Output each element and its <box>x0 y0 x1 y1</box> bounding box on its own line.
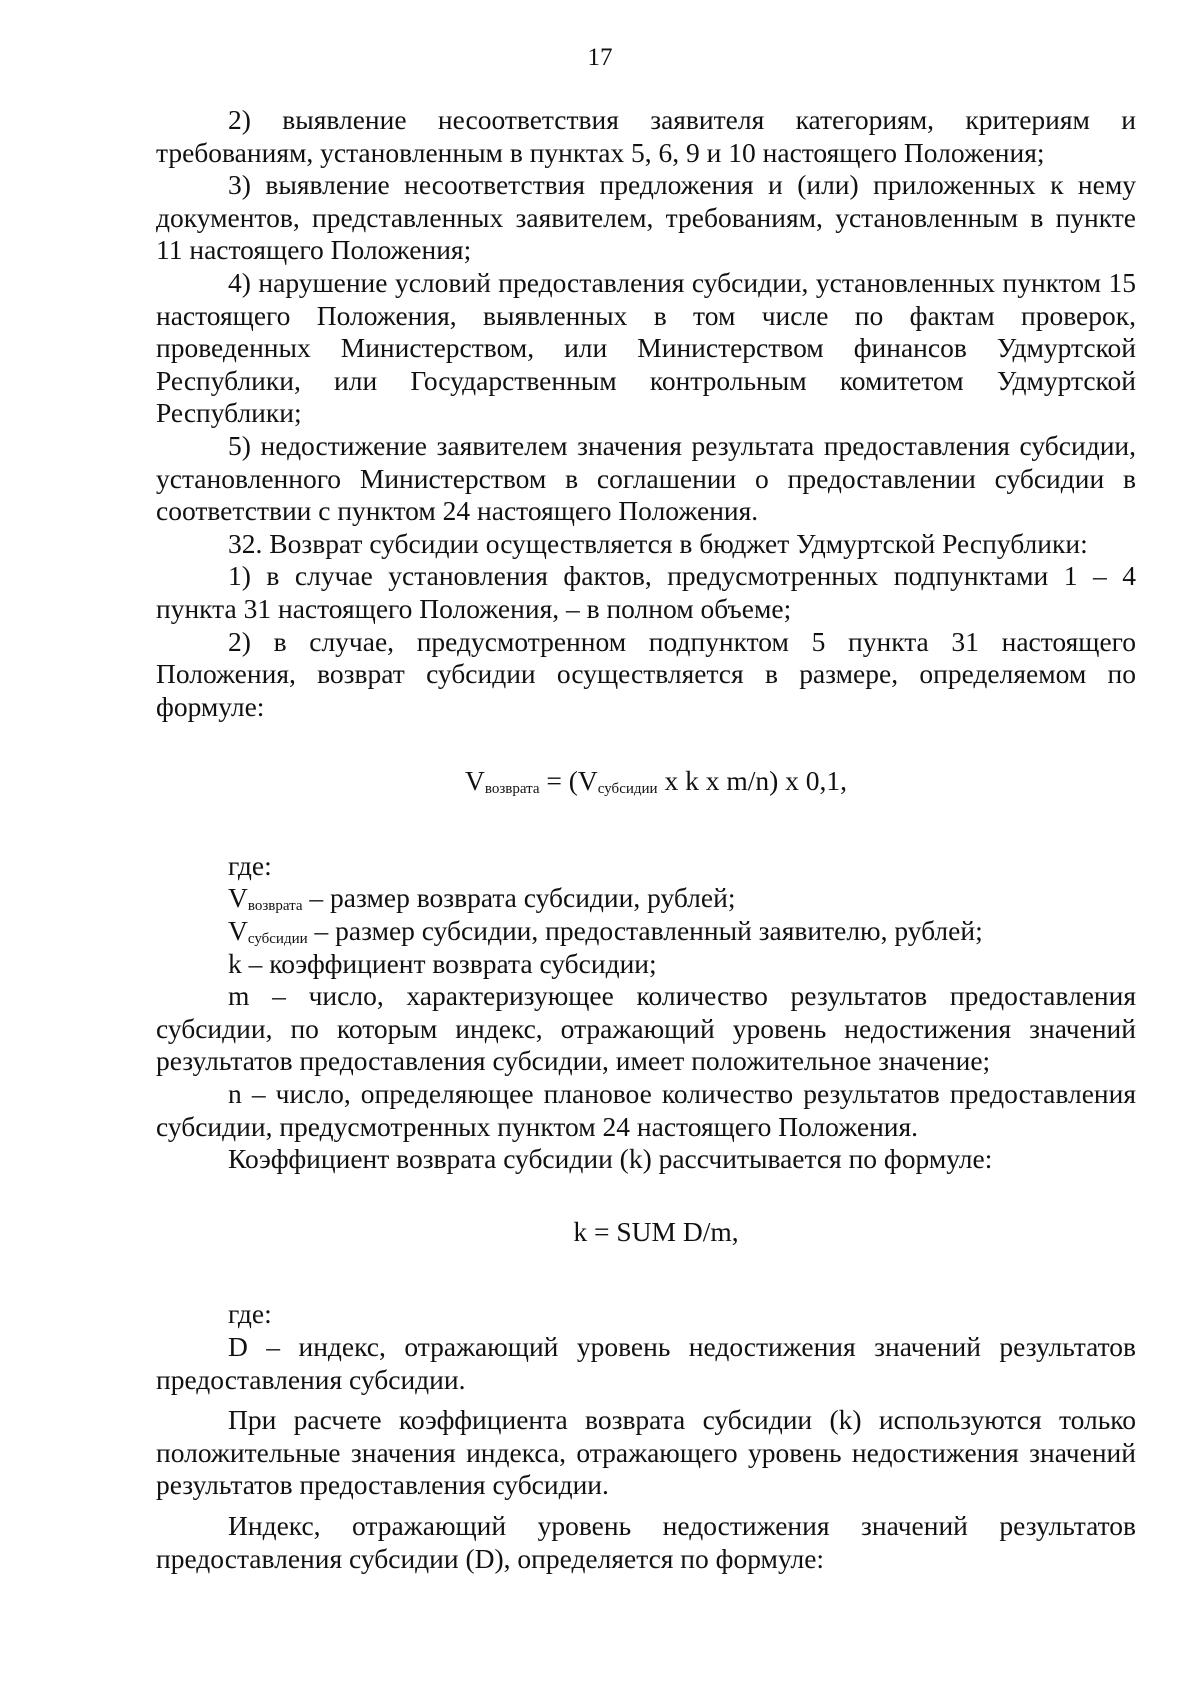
paragraph-positive-values: При расчете коэффициента возврата субсидии (k) используются только положительные значения индекса, отражающего уровень недостижения значений результатов предоставления субсидии. <box>156 1404 1136 1501</box>
def-v-subsidy-desc: – размер субсидии, предоставленный заявителю, рублей; <box>307 915 983 947</box>
definition-v-return <box>156 882 1136 915</box>
paragraph-32: 32. Возврат субсидии осуществляется в бюджет Удмуртской Республики: <box>228 527 1088 559</box>
paragraph-32-item-2: 2) в случае, предусмотренном подпунктом 5 пункта 31 настоящего Положения, возврат субсидии осуществляется в размере, определяемом по формуле: <box>156 625 1136 722</box>
where-label-2: где: <box>228 1298 272 1330</box>
def-v-return-desc: – размер возврата субсидии, рублей; <box>302 882 736 914</box>
def-v-return-sub: возврата <box>247 898 303 915</box>
definition-n: n – число, определяющее плановое количество результатов предоставления субсидии, предусмотренных пунктом 24 настоящего Положения. <box>156 1078 1136 1142</box>
def-v-subsidy-sub: субсидии <box>247 931 308 948</box>
formula-rest: x k x m/n) x 0,1, <box>657 765 848 797</box>
formula-v-return: V <box>464 765 485 797</box>
page-number: 17 <box>587 44 613 71</box>
definition-d: D – индекс, отражающий уровень недостижения значений результатов предоставления субсидии. <box>156 1331 1136 1395</box>
k-formula-intro: Коэффициент возврата субсидии (k) рассчитывается по формуле: <box>228 1143 993 1175</box>
document-body <box>156 104 1136 1575</box>
return-formula <box>156 765 1136 798</box>
formula-eq-open: = (V <box>539 765 598 797</box>
definition-k: k – коэффициент возврата субсидии; <box>228 947 657 979</box>
def-v-return-var: V <box>228 882 248 914</box>
formula-v-return-sub: возврата <box>484 781 540 798</box>
definition-m: m – число, характеризующее количество результатов предоставления субсидии, по которым индекс, отражающий уровень недостижения значений результатов предоставления субсидии, имеет положительное значение; <box>156 980 1136 1077</box>
paragraph-index-formula: Индекс, отражающий уровень недостижения значений результатов предоставления субсидии (D), определяется по формуле: <box>156 1509 1136 1574</box>
paragraph-item-3: 3) выявление несоответствия предложения и (или) приложенных к нему документов, представленных заявителем, требованиям, установленным в пункте 11 настоящего Положения; <box>156 169 1136 266</box>
paragraph-item-4: 4) нарушение условий предоставления субсидии, установленных пунктом 15 настоящего Положения, выявленных в том числе по фактам проверок, проведенных Министерством, или Министерством финансов Удмуртской Республики, или Государственным контрольным комитетом Удмуртской Республики; <box>156 266 1136 429</box>
definition-v-subsidy <box>156 915 1136 948</box>
formula-v-subsidy-sub: субсидии <box>597 781 658 798</box>
paragraph-item-2: 2) выявление несоответствия заявителя категориям, критериям и требованиям, установленным в пунктах 5, 6, 9 и 10 настоящего Положения; <box>156 104 1136 168</box>
paragraph-item-5: 5) недостижение заявителем значения результата предоставления субсидии, установленного Министерством в соглашении о предоставлении субсидии в соответствии с пунктом 24 настоящего Положения. <box>156 429 1136 527</box>
k-formula: k = SUM D/m, <box>573 1215 739 1247</box>
paragraph-32-item-1: 1) в случае установления фактов, предусмотренных подпунктами 1 – 4 пункта 31 настоящего Положения, – в полном объеме; <box>156 560 1136 624</box>
def-v-subsidy-var: V <box>228 915 248 947</box>
where-label-1: где: <box>228 849 272 881</box>
